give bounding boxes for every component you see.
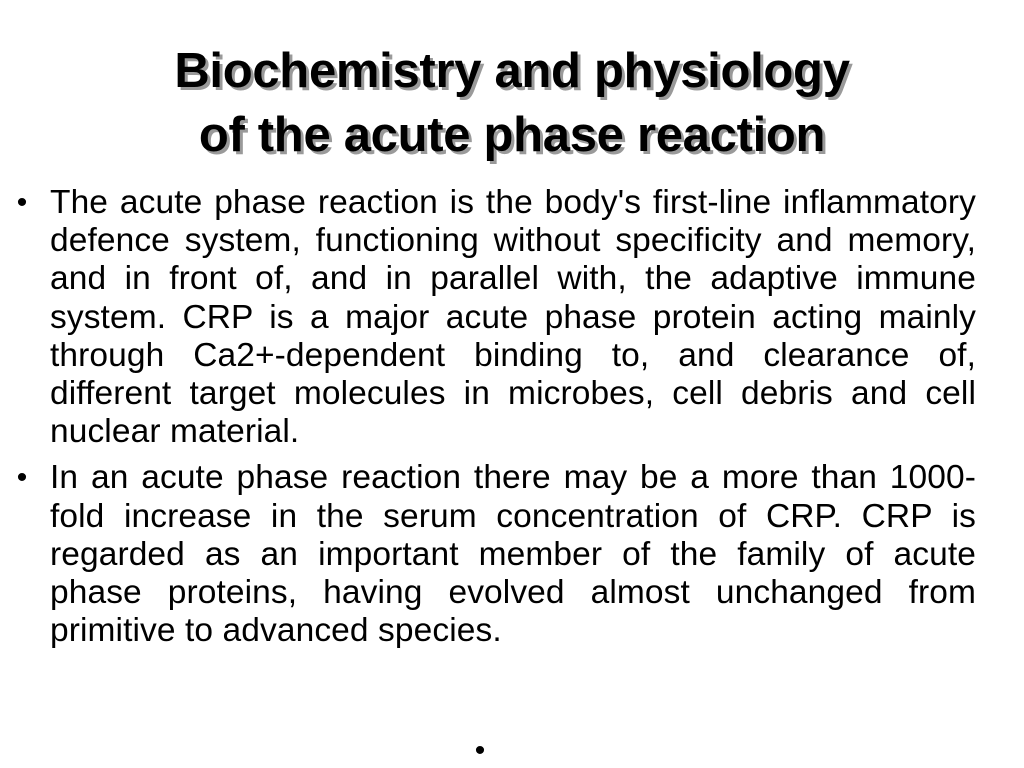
bullet-marker: • bbox=[16, 461, 28, 495]
slide-title-line-2: of the acute phase reaction bbox=[198, 107, 826, 162]
bullet-text: In an acute phase reaction there may be a more than 1000-fold increase in the serum concentration of CRP. CRP is regarded as an important member of the family of acute phase proteins, having evolved almost unchanged from primitive to advanced species. bbox=[50, 459, 976, 650]
bullet-list bbox=[0, 184, 1024, 658]
bullet-text: The acute phase reaction is the body's first-line inflammatory defence system, functioning without specificity and memory, and in front of, and in parallel with, the adaptive immune system. CRP is a major acute phase protein acting mainly through Ca2+-dependent binding to, and clearance of, different target molecules in microbes, cell debris and cell nuclear material. bbox=[50, 184, 976, 451]
slide-title-line-1: Biochemistry and physiology bbox=[174, 43, 850, 98]
bullet-marker: • bbox=[16, 186, 28, 219]
bullet-item bbox=[16, 459, 976, 650]
bullet-item bbox=[16, 184, 976, 451]
empty-bullet-marker: • bbox=[474, 734, 486, 767]
slide-title bbox=[0, 39, 1024, 167]
